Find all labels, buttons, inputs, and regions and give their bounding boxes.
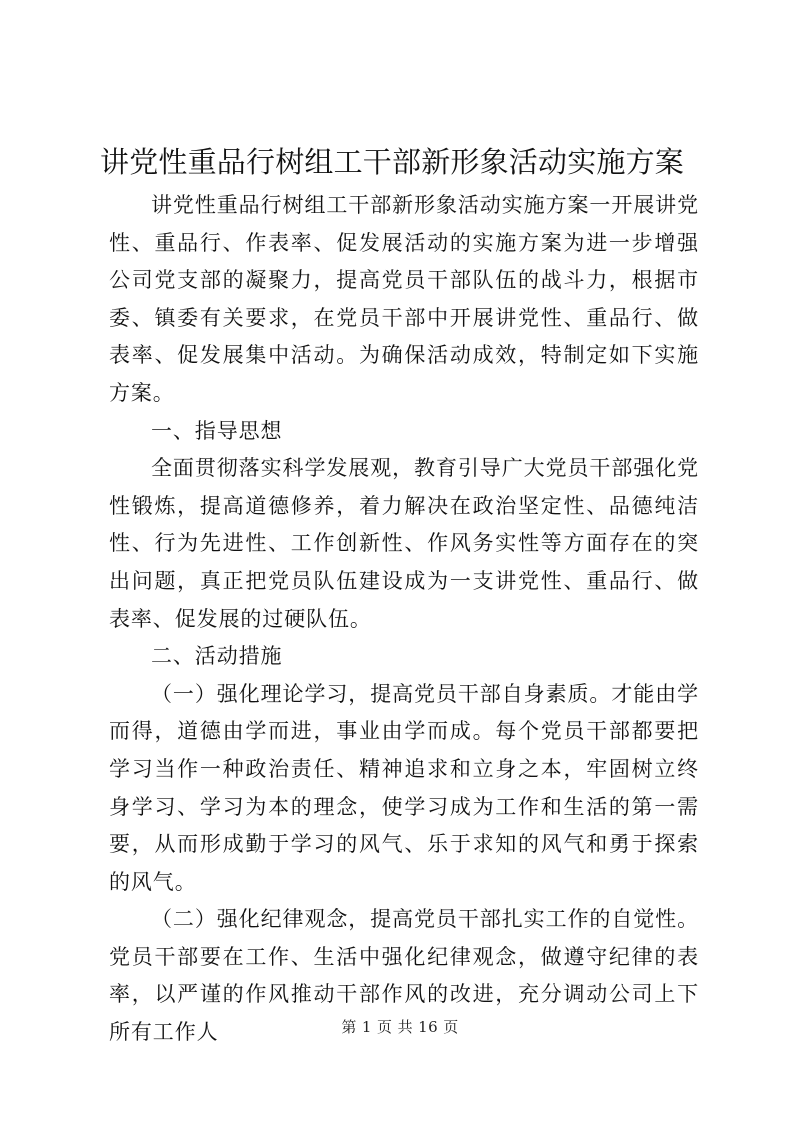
- document-body: [109, 187, 699, 1052]
- document-title: 讲党性重品行树组工干部新形象活动实施方案: [100, 145, 685, 179]
- intro-paragraph: 讲党性重品行树组工干部新形象活动实施方案一开展讲党性、重品行、作表率、促发展活动的实施方案为进一步增强公司党支部的凝聚力，提高党员干部队伍的战斗力，根据市委、镇委有关要求，在党员干部中开展讲党性、重品行、做表率、促发展集中活动。为确保活动成效，特制定如下实施方案。: [109, 193, 699, 405]
- measure-2-paragraph: （二）强化纪律观念，提高党员干部扎实工作的自觉性。党员干部要在工作、生活中强化纪律观念，做遵守纪律的表率，以严谨的作风推动干部作风的改进，充分调动公司上下所有工作人: [109, 907, 699, 1045]
- section-heading-activity-measures: 二、活动措施: [151, 644, 283, 669]
- measure-1-paragraph: （一）强化理论学习，提高党员干部自身素质。才能由学而得，道德由学而进，事业由学而成。每个党员干部都要把学习当作一种政治责任、精神追求和立身之本，牢固树立终身学习、学习为本的理念，使学习成为工作和生活的第一需要，从而形成勤于学习的风气、乐于求知的风气和勇于探索的风气。: [109, 681, 699, 894]
- section-heading-guiding-ideology: 一、指导思想: [151, 418, 283, 443]
- guiding-ideology-paragraph: 全面贯彻落实科学发展观，教育引导广大党员干部强化党性锻炼，提高道德修养，着力解决在政治坚定性、品德纯洁性、行为先进性、工作创新性、作风务实性等方面存在的突出问题，真正把党员队伍建设成为一支讲党性、重品行、做表率、促发展的过硬队伍。: [109, 456, 699, 631]
- page-number: 第 1 页 共 16 页: [341, 1018, 459, 1036]
